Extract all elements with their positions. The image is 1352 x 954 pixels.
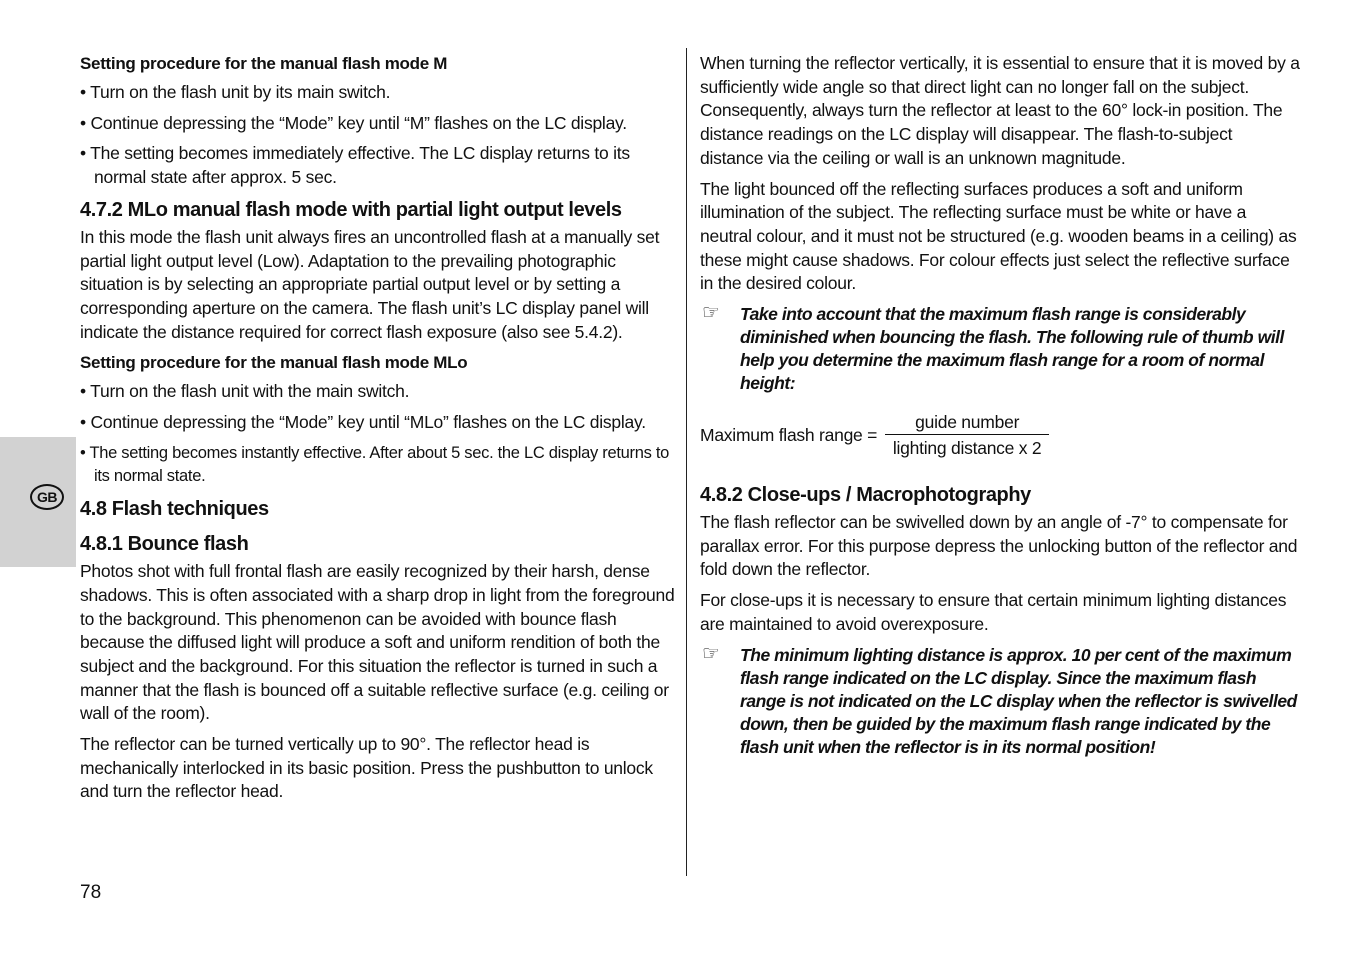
- formula-numerator: guide number: [885, 411, 1049, 435]
- formula-label: Maximum flash range =: [700, 425, 878, 446]
- subhead-manual-mlo: Setting procedure for the manual flash mode MLo: [80, 353, 468, 373]
- heading-4-8: 4.8 Flash techniques: [80, 498, 269, 521]
- heading-4-8-1: 4.8.1 Bounce flash: [80, 533, 249, 556]
- paragraph-bounce-1: Photos shot with full frontal flash are easily recognized by their harsh, dense shadows. This is often associated with a sharp drop in light from the foreground to the background. This phenomenon can be avoided with bounce flash because the diffused light will produce a soft and uniform rendition of both the subject and the background. For this situation the reflector is turned in such a manner that the flash is bounced off a suitable reflective surface (e.g. ceiling or wall of the room).: [80, 561, 675, 724]
- subhead-manual-m: Setting procedure for the manual flash mode M: [80, 54, 448, 73]
- bullet-m-1: • Turn on the flash unit by its main switch.: [80, 82, 391, 102]
- bullet-mlo-3: • The setting becomes instantly effective. After about 5 sec. the LC display returns to its normal state.: [80, 443, 669, 486]
- right-column: [700, 52, 1300, 767]
- paragraph-bounced-light: The light bounced off the reflecting surfaces produces a soft and uniform illumination of the subject. The reflecting surface must be white or have a neutral colour, and it must not be structured (e.g. wooden beams in a ceiling) as these might cause shadows. For colour effects just select the reflective surface in the desired colour.: [700, 178, 1297, 294]
- note-flash-range-text: Take into account that the maximum flash range is considerably diminished when bouncing the flash. The following rule of thumb will help you determine the maximum flash range for a room of normal height:: [740, 304, 1284, 394]
- note-flash-range: [700, 303, 1300, 395]
- formula-fraction: [885, 411, 1049, 460]
- heading-4-8-2: 4.8.2 Close-ups / Macrophotography: [700, 484, 1031, 507]
- flash-range-formula: [700, 411, 1300, 460]
- formula-denominator: lighting distance x 2: [892, 438, 1042, 459]
- paragraph-vertical-turn: When turning the reflector vertically, it is essential to ensure that it is moved by a sufficiently wide angle so that direct light can no longer fall on the subject. Consequently, always turn the reflector at least to the 60° lock-in position. The distance readings on the LC display will disappear. The flash-to-subject distance via the ceiling or wall is an unknown magnitude.: [700, 53, 1300, 168]
- left-column: [80, 52, 680, 811]
- bullet-mlo-1: • Turn on the flash unit with the main switch.: [80, 381, 410, 402]
- paragraph-closeup-2: For close-ups it is necessary to ensure that certain minimum lighting distances are maintained to avoid overexposure.: [700, 590, 1287, 634]
- note-minimum-distance: [700, 644, 1300, 759]
- bullet-mlo-2: • Continue depressing the “Mode” key until “MLo” flashes on the LC display.: [80, 412, 646, 433]
- paragraph-closeup-1: The flash reflector can be swivelled down by an angle of -7° to compensate for parallax error. For this purpose depress the unlocking button of the reflector and fold down the reflector.: [700, 512, 1298, 580]
- bullet-m-2: • Continue depressing the “Mode” key until “M” flashes on the LC display.: [80, 112, 627, 133]
- language-badge: GB: [30, 484, 64, 510]
- paragraph-bounce-2: The reflector can be turned vertically up to 90°. The reflector head is mechanically interlocked in its basic position. Press the pushbutton to unlock and turn the reflector head.: [80, 734, 653, 802]
- paragraph-4-7-2: In this mode the flash unit always fires an uncontrolled flash at a manually set partial light output level (Low). Adaptation to the prevailing photographic situation is by selecting an appropriate partial output level or by setting a corresponding aperture on the camera. The flash unit’s LC display panel will indicate the distance required for correct flash exposure (also see 5.4.2).: [80, 226, 660, 342]
- note-minimum-distance-text: The minimum lighting distance is approx. 10 per cent of the maximum flash range indicated on the LC display. Since the maximum flash range is not indicated on the LC display when the reflector is swivelled down, then be guided by the maximum flash range indicated by the flash unit when the reflector is in its normal position!: [740, 644, 1297, 757]
- heading-4-7-2: 4.7.2 MLo manual flash mode with partial light output levels: [80, 198, 622, 221]
- pointing-hand-icon: ☞: [702, 642, 720, 665]
- page-number: 78: [80, 882, 102, 903]
- bullet-m-3: • The setting becomes immediately effective. The LC display returns to its normal state after approx. 5 sec.: [80, 143, 630, 188]
- column-divider: [686, 48, 687, 876]
- pointing-hand-icon: ☞: [702, 302, 720, 325]
